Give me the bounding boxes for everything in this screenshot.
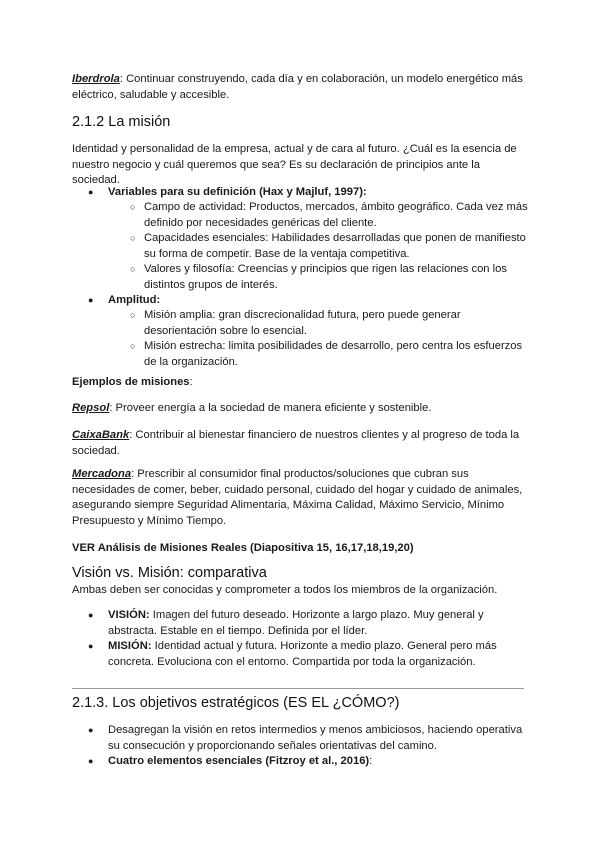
bullet-label: Cuatro elementos esenciales (Fitzroy et al., 2016)	[108, 755, 370, 767]
sub-bullet-icon: ○	[130, 310, 136, 320]
bullet-text	[108, 639, 528, 670]
bullet-text: Desagregan la visión en retos intermedios y menos ambiciosos, haciendo operativa su consecución y proporcionando señales orientativas del camino.	[108, 724, 523, 752]
ejemplos-colon: :	[189, 376, 193, 388]
iberdrola-paragraph	[72, 72, 528, 103]
sub-bullet-text: Capacidades esenciales: Habilidades desarrolladas que ponen de manifiesto su forma de competir. Base de la ventaja competitiva.	[144, 232, 526, 260]
sub-bullet-icon: ○	[130, 202, 136, 212]
bullet-label: MISIÓN:	[108, 640, 152, 652]
bullet-suffix: :	[369, 755, 373, 767]
sub-bullet-text: Valores y filosofía: Creencias y principios que rigen las relaciones con los distintos grupos de interés.	[144, 263, 507, 291]
bullet-label: Variables para su definición (Hax y Majluf, 1997)	[108, 186, 363, 198]
caixabank-paragraph	[72, 428, 528, 459]
vision-intro: Ambas deben ser conocidas y comprometer a todos los miembros de la organización.	[72, 584, 498, 596]
ejemplos-label	[72, 375, 528, 391]
sub-bullet-text: Misión amplia: gran discrecionalidad futura, pero puede generar desorientación sobre lo esencial.	[144, 309, 461, 337]
bullet-body: Identidad actual y futura. Horizonte a medio plazo. General pero más concreta. Evoluciona con el entorno. Compartida por toda la organización.	[108, 640, 497, 668]
section-heading-vision: Visión vs. Misión: comparativa	[72, 565, 267, 581]
bullet-icon: ●	[88, 295, 94, 305]
paragraph-text: : Contribuir al bienestar financiero de nuestros clientes y al progreso de toda la sociedad.	[72, 429, 520, 457]
bullet-text	[108, 185, 528, 201]
paragraph-text: : Prescribir al consumidor final productos/soluciones que cubran sus necesidades de comer, beber, cuidado personal, cuidado del hogar y cuidado de animales, asegurando siempre Seguridad Alimentaria, Máxima Calidad, Máximo Servicio, Mínimo Presupuesto y Mínimo Tiempo.	[72, 468, 523, 527]
horizontal-rule	[72, 688, 524, 689]
bullet-suffix: :	[362, 186, 367, 198]
sub-bullet-icon: ○	[130, 264, 136, 274]
sub-bullet-text: Campo de actividad: Productos, mercados, ámbito geográfico. Cada vez más definido por necesidades genéricas del cliente.	[144, 201, 528, 229]
repsol-paragraph	[72, 401, 528, 417]
ver-analisis: VER Análisis de Misiones Reales (Diapositiva 15, 16,17,18,19,20)	[72, 542, 414, 554]
company-name: Iberdrola	[72, 73, 120, 85]
bullet-icon: ●	[88, 187, 94, 197]
paragraph-text: : Proveer energía a la sociedad de manera eficiente y sostenible.	[109, 402, 432, 414]
bullet-text	[108, 608, 528, 639]
company-name: Repsol	[72, 402, 110, 414]
bullet-icon: ●	[88, 610, 94, 620]
sub-bullet-icon: ○	[130, 233, 136, 243]
bullet-icon: ●	[88, 756, 94, 766]
mercadona-paragraph	[72, 467, 528, 529]
company-name: Mercadona	[72, 468, 132, 480]
mision-intro: Identidad y personalidad de la empresa, actual y de cara al futuro. ¿Cuál es la esencia de nuestro negocio y cuál queremos que sea? Es su declaración de principios ante la sociedad.	[72, 143, 517, 186]
ejemplos-label-text: Ejemplos de misiones	[72, 376, 190, 388]
bullet-body: Imagen del futuro deseado. Horizonte a largo plazo. Muy general y abstracta. Estable en el tiempo. Definida por el líder.	[108, 609, 484, 637]
section-heading-objetivos: 2.1.3. Los objetivos estratégicos (ES EL ¿CÓMO?)	[72, 695, 400, 711]
paragraph-text: : Continuar construyendo, cada día y en colaboración, un modelo energético más eléctrico, saludable y accesible.	[72, 73, 523, 101]
sub-bullet-icon: ○	[130, 341, 136, 351]
company-name: CaixaBank	[72, 429, 130, 441]
bullet-label: VISIÓN:	[108, 609, 150, 621]
section-heading-mision: 2.1.2 La misión	[72, 114, 171, 130]
bullet-text	[108, 754, 528, 770]
bullet-icon: ●	[88, 725, 94, 735]
sub-bullet-text: Misión estrecha: limita posibilidades de desarrollo, pero centra los esfuerzos de la organización.	[144, 340, 523, 368]
bullet-icon: ●	[88, 641, 94, 651]
bullet-label: Amplitud:	[108, 294, 161, 306]
